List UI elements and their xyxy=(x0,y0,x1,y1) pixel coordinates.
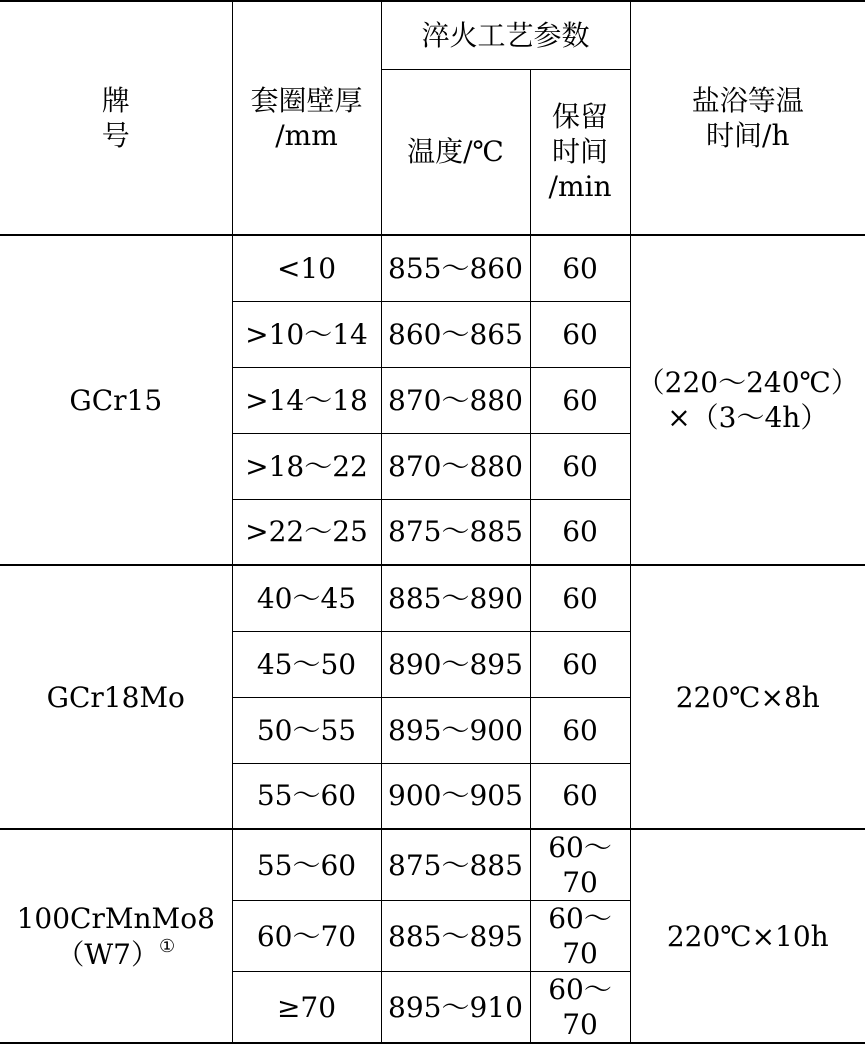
hold-cell: 60 xyxy=(530,763,630,829)
thickness-cell: ≥70 xyxy=(232,972,381,1044)
grade-cell: GCr15 xyxy=(0,235,232,565)
salt-cell xyxy=(630,235,865,565)
header-quench: 淬火工艺参数 xyxy=(381,1,630,69)
salt-cell: 220℃×10h xyxy=(630,829,865,1043)
salt-line-2: ×（3～4h） xyxy=(667,401,829,434)
salt-line-1: （220～240℃） xyxy=(636,366,859,399)
temp-cell: 870～880 xyxy=(381,433,530,499)
grade-cell xyxy=(0,829,232,1043)
temp-cell: 875～885 xyxy=(381,829,530,901)
header-salt-line-2: 时间/h xyxy=(706,119,790,152)
thickness-cell: <10 xyxy=(232,235,381,301)
table-row xyxy=(0,565,865,631)
header-salt xyxy=(630,1,865,235)
header-hold-line-2: 时间 xyxy=(552,135,609,169)
header-hold-line-1: 保留 xyxy=(552,100,609,134)
thickness-cell: 55～60 xyxy=(232,763,381,829)
hold-cell: 60～70 xyxy=(530,901,630,972)
hold-cell: 60 xyxy=(530,433,630,499)
hold-cell: 60～70 xyxy=(530,972,630,1044)
header-hold-line-3: /min xyxy=(548,170,612,204)
thickness-cell: 45～50 xyxy=(232,631,381,697)
header-salt-line-1: 盐浴等温 xyxy=(691,84,804,117)
temp-cell: 875～885 xyxy=(381,499,530,565)
hold-cell: 60～70 xyxy=(530,829,630,901)
grade-line-1: 100CrMnMo8 xyxy=(16,901,215,935)
table-row xyxy=(0,235,865,301)
temp-cell: 885～895 xyxy=(381,901,530,972)
header-thickness-line-2: /mm xyxy=(275,119,338,152)
thickness-cell: 50～55 xyxy=(232,697,381,763)
header-hold xyxy=(530,69,630,235)
hold-cell: 60 xyxy=(530,697,630,763)
temp-cell: 860～865 xyxy=(381,301,530,367)
hold-cell: 60 xyxy=(530,235,630,301)
temp-cell: 895～900 xyxy=(381,697,530,763)
salt-cell: 220℃×8h xyxy=(630,565,865,829)
hold-cell: 60 xyxy=(530,499,630,565)
thickness-cell: 60～70 xyxy=(232,901,381,972)
header-brand: 牌号 xyxy=(0,1,232,235)
hold-cell: 60 xyxy=(530,631,630,697)
thickness-cell: 55～60 xyxy=(232,829,381,901)
header-row-1 xyxy=(0,1,865,69)
thickness-cell: >22～25 xyxy=(232,499,381,565)
thickness-cell: >18～22 xyxy=(232,433,381,499)
temp-cell: 900～905 xyxy=(381,763,530,829)
hold-cell: 60 xyxy=(530,565,630,631)
thickness-cell: >14～18 xyxy=(232,367,381,433)
hold-cell: 60 xyxy=(530,301,630,367)
grade-line-2 xyxy=(0,936,232,972)
hold-cell: 60 xyxy=(530,367,630,433)
temp-cell: 890～895 xyxy=(381,631,530,697)
temp-cell: 895～910 xyxy=(381,972,530,1044)
header-thickness xyxy=(232,1,381,235)
header-thickness-line-1: 套圈壁厚 xyxy=(250,84,363,117)
table-row xyxy=(0,829,865,901)
temp-cell: 870～880 xyxy=(381,367,530,433)
temp-cell: 855～860 xyxy=(381,235,530,301)
temp-cell: 885～890 xyxy=(381,565,530,631)
grade-line-2-text: （W7） xyxy=(56,937,159,971)
thickness-cell: 40～45 xyxy=(232,565,381,631)
thickness-cell: >10～14 xyxy=(232,301,381,367)
grade-cell: GCr18Mo xyxy=(0,565,232,829)
footnote-mark: ① xyxy=(158,935,176,957)
header-temp: 温度/℃ xyxy=(381,69,530,235)
